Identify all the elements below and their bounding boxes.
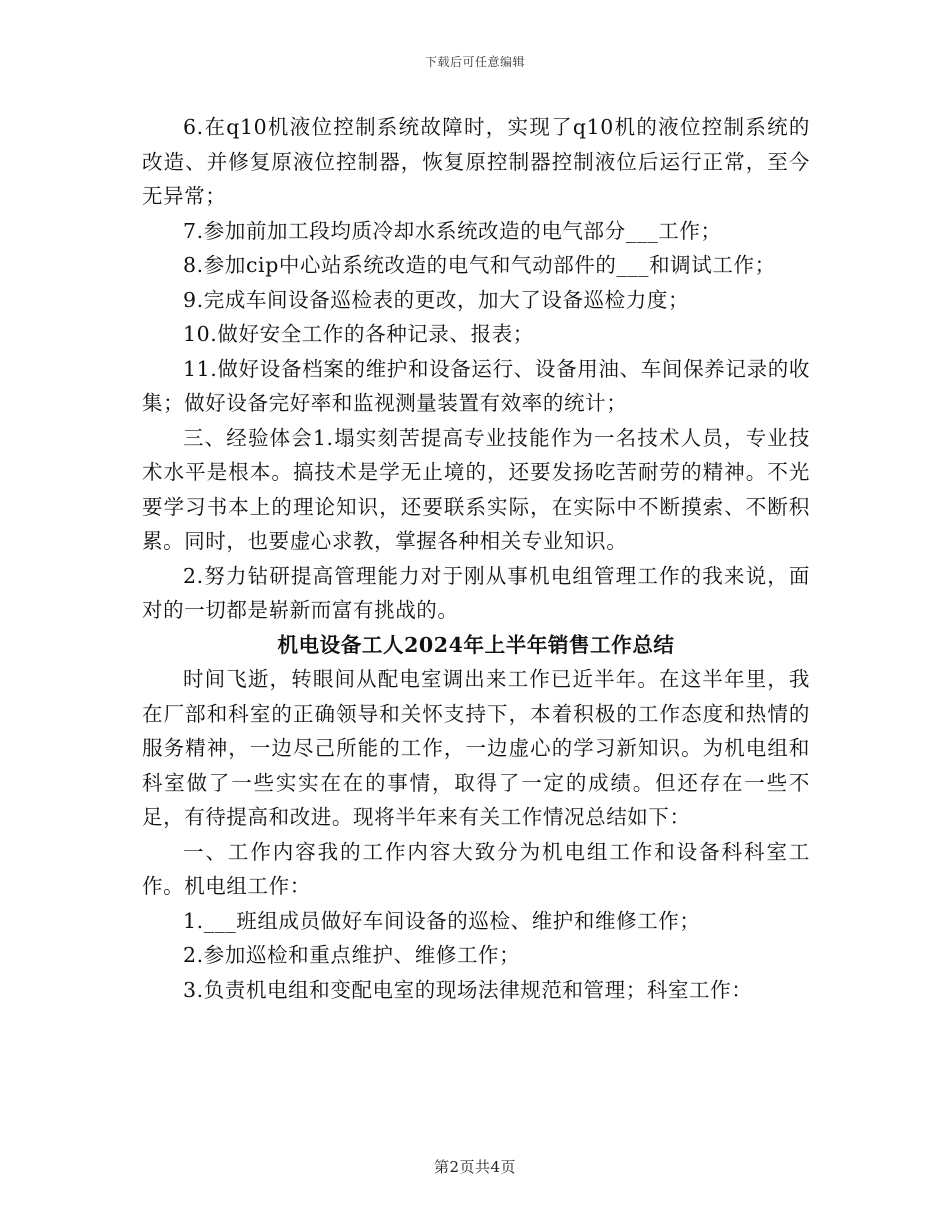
paragraph-item-10: 10.做好安全工作的各种记录、报表； <box>183 322 534 346</box>
paragraph-item-11: 11.做好设备档案的维护和设备运行、设备用油、车间保养记录的收集；做好设备完好率和监视测量装置有效率的统计； <box>142 356 810 415</box>
document-body <box>142 110 810 1007</box>
paragraph-task-1: 1.___班组成员做好车间设备的巡检、维护和维修工作； <box>183 908 701 933</box>
paragraph-work-content: 一、工作内容我的工作内容大致分为机电组工作和设备科科室工作。机电组工作： <box>142 839 810 898</box>
section-title: 机电设备工人2024年上半年销售工作总结 <box>277 632 675 657</box>
paragraph-item-6: 6.在q10机液位控制系统故障时，实现了q10机的液位控制系统的改造、并修复原液位控制器，恢复原控制器控制液位后运行正常，至今无异常； <box>142 115 810 208</box>
paragraph-management: 2.努力钻研提高管理能力对于刚从事机电组管理工作的我来说，面对的一切都是崭新而富有挑战的。 <box>142 563 810 622</box>
paragraph-experience: 三、经验体会1.塌实刻苦提高专业技能作为一名技术人员，专业技术水平是根本。搞技术是学无止境的，还要发扬吃苦耐劳的精神。不光要学习书本上的理论知识，还要联系实际，在实际中不断摸索、不断积累。同时，也要虚心求教，掌握各种相关专业知识。 <box>142 425 810 553</box>
paragraph-item-9: 9.完成车间设备巡检表的更改，加大了设备巡检力度； <box>183 287 690 312</box>
paragraph-item-8: 8.参加cip中心站系统改造的电气和气动部件的___和调试工作； <box>183 253 776 277</box>
page-indicator: 第2页共4页 <box>433 1158 517 1176</box>
paragraph-intro: 时间飞逝，转眼间从配电室调出来工作已近半年。在这半年里，我在厂部和科室的正确领导和关怀支持下，本着积极的工作态度和热情的服务精神，一边尽己所能的工作，一边虚心的学习新知识。为机电组和科室做了一些实实在在的事情，取得了一定的成绩。但还存在一些不足，有待提高和改进。现将半年来有关工作情况总结如下： <box>142 667 810 829</box>
paragraph-item-7: 7.参加前加工段均质冷却水系统改造的电气部分___工作； <box>183 218 722 243</box>
paragraph-task-2: 2.参加巡检和重点维护、维修工作； <box>183 943 521 967</box>
header-note: 下载后可任意编辑 <box>424 55 525 69</box>
paragraph-task-3: 3.负责机电组和变配电室的现场法律规范和管理；科室工作： <box>183 977 753 1002</box>
